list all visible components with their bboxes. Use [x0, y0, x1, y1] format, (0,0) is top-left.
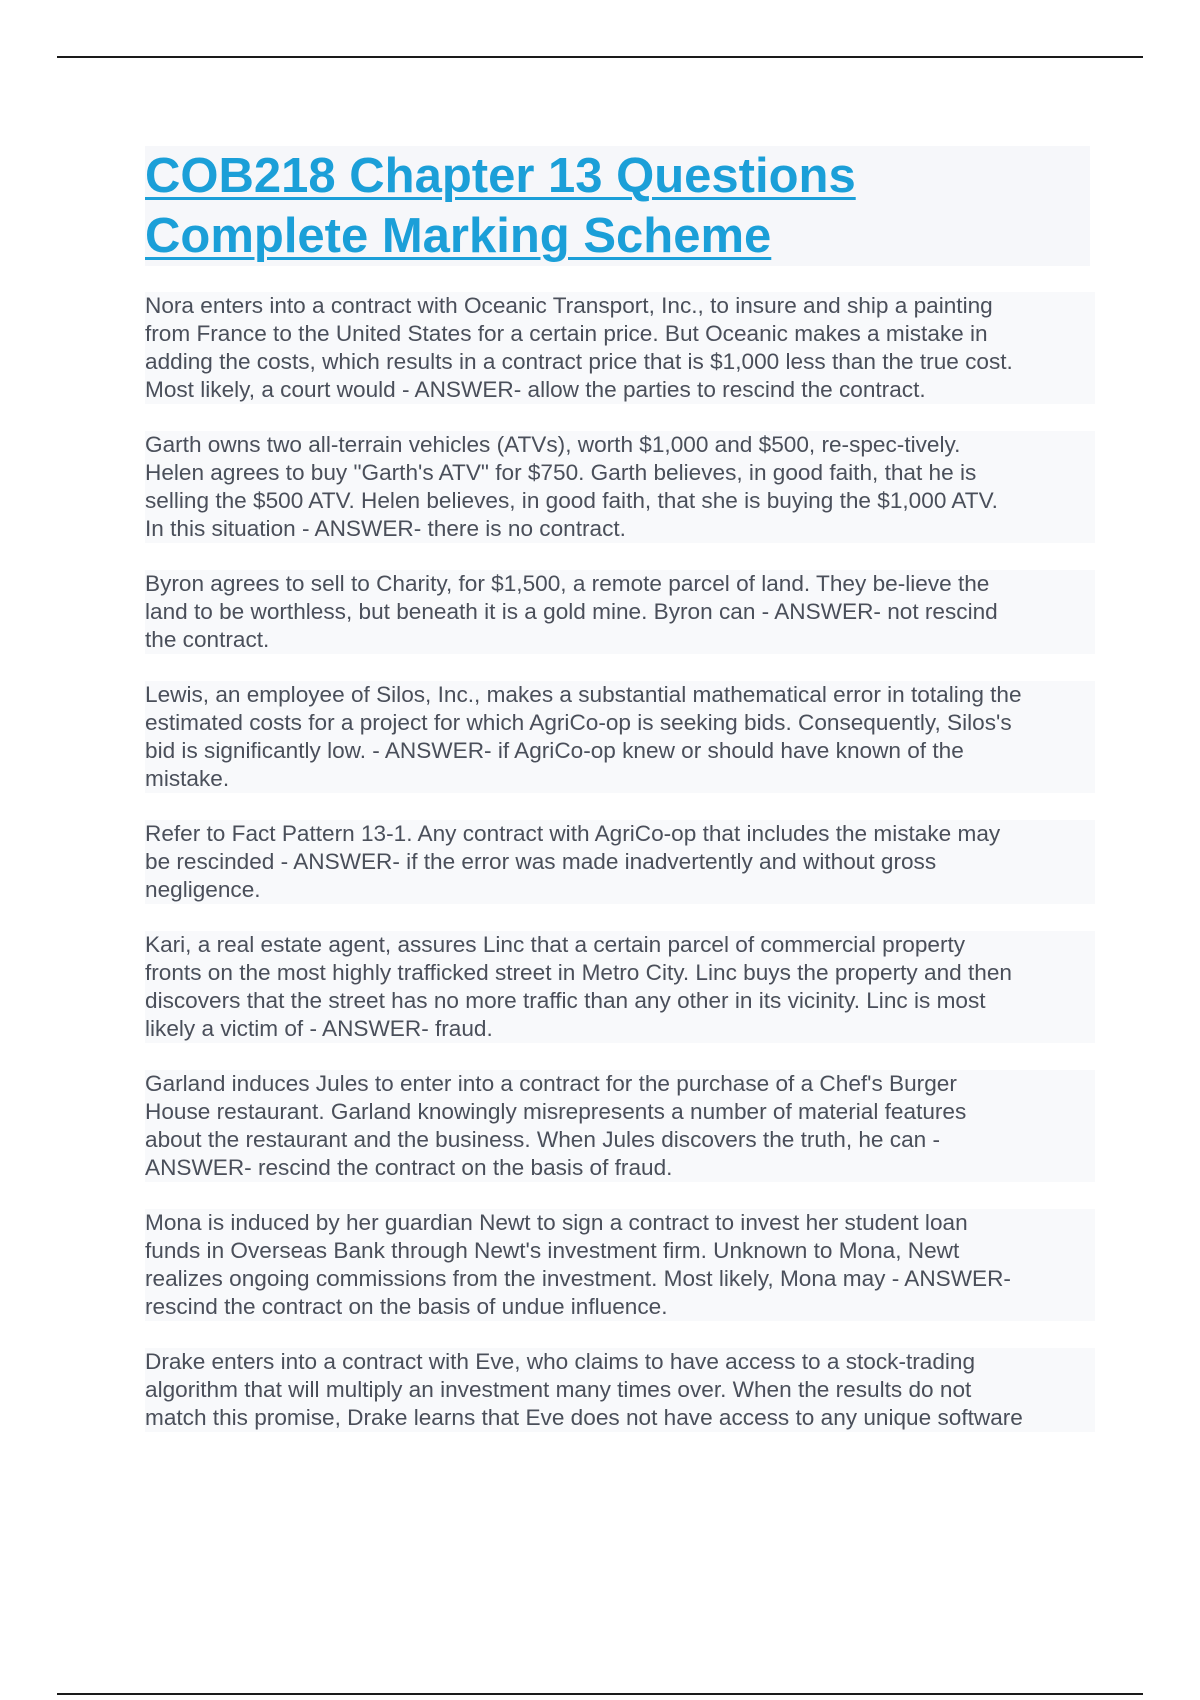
- question-line: realizes ongoing commissions from the investment. Most likely, Mona may - ANSWER-: [145, 1265, 1095, 1293]
- question-line: discovers that the street has no more traffic than any other in its vicinity. Linc is most: [145, 987, 1095, 1015]
- question-line: Byron agrees to sell to Charity, for $1,500, a remote parcel of land. They be-lieve the: [145, 570, 1095, 598]
- question-item: [145, 1209, 1095, 1321]
- question-line: the contract.: [145, 626, 1095, 654]
- question-list: [145, 292, 1095, 1459]
- question-line: funds in Overseas Bank through Newt's investment firm. Unknown to Mona, Newt: [145, 1237, 1095, 1265]
- title-block: [145, 146, 1090, 266]
- question-line: Lewis, an employee of Silos, Inc., makes a substantial mathematical error in totaling the: [145, 681, 1095, 709]
- question-line: bid is significantly low. - ANSWER- if AgriCo-op knew or should have known of the: [145, 737, 1095, 765]
- question-line: In this situation - ANSWER- there is no contract.: [145, 515, 1095, 543]
- question-item: [145, 570, 1095, 654]
- question-line: Kari, a real estate agent, assures Linc that a certain parcel of commercial property: [145, 931, 1095, 959]
- question-line: Most likely, a court would - ANSWER- allow the parties to rescind the contract.: [145, 376, 1095, 404]
- question-line: match this promise, Drake learns that Eve does not have access to any unique software: [145, 1404, 1095, 1432]
- question-line: be rescinded - ANSWER- if the error was made inadvertently and without gross: [145, 848, 1095, 876]
- question-line: Garth owns two all-terrain vehicles (ATVs), worth $1,000 and $500, re-spec-tively.: [145, 431, 1095, 459]
- question-item: [145, 820, 1095, 904]
- question-line: Refer to Fact Pattern 13-1. Any contract with AgriCo-op that includes the mistake may: [145, 820, 1095, 848]
- title-line[interactable]: Complete Marking Scheme: [145, 209, 772, 263]
- question-line: Mona is induced by her guardian Newt to sign a contract to invest her student loan: [145, 1209, 1095, 1237]
- question-line: rescind the contract on the basis of undue influence.: [145, 1293, 1095, 1321]
- question-line: algorithm that will multiply an investment many times over. When the results do not: [145, 1376, 1095, 1404]
- question-item: [145, 1070, 1095, 1182]
- question-line: Nora enters into a contract with Oceanic Transport, Inc., to insure and ship a painting: [145, 292, 1095, 320]
- question-line: adding the costs, which results in a contract price that is $1,000 less than the true cost.: [145, 348, 1095, 376]
- question-line: fronts on the most highly trafficked street in Metro City. Linc buys the property and then: [145, 959, 1095, 987]
- question-line: likely a victim of - ANSWER- fraud.: [145, 1015, 1095, 1043]
- question-line: from France to the United States for a certain price. But Oceanic makes a mistake in: [145, 320, 1095, 348]
- question-item: [145, 292, 1095, 404]
- question-item: [145, 431, 1095, 543]
- question-line: land to be worthless, but beneath it is a gold mine. Byron can - ANSWER- not rescind: [145, 598, 1095, 626]
- title-line[interactable]: COB218 Chapter 13 Questions: [145, 149, 856, 203]
- question-line: about the restaurant and the business. When Jules discovers the truth, he can -: [145, 1126, 1095, 1154]
- question-item: [145, 1348, 1095, 1432]
- question-line: Garland induces Jules to enter into a contract for the purchase of a Chef's Burger: [145, 1070, 1095, 1098]
- question-line: Helen agrees to buy "Garth's ATV" for $750. Garth believes, in good faith, that he is: [145, 459, 1095, 487]
- question-line: selling the $500 ATV. Helen believes, in good faith, that she is buying the $1,000 ATV.: [145, 487, 1095, 515]
- question-line: mistake.: [145, 765, 1095, 793]
- question-item: [145, 681, 1095, 793]
- question-line: House restaurant. Garland knowingly misrepresents a number of material features: [145, 1098, 1095, 1126]
- question-line: negligence.: [145, 876, 1095, 904]
- question-item: [145, 931, 1095, 1043]
- question-line: estimated costs for a project for which AgriCo-op is seeking bids. Consequently, Silos's: [145, 709, 1095, 737]
- bottom-rule: [57, 1693, 1143, 1695]
- question-line: Drake enters into a contract with Eve, who claims to have access to a stock-trading: [145, 1348, 1095, 1376]
- top-rule: [57, 56, 1143, 58]
- question-line: ANSWER- rescind the contract on the basis of fraud.: [145, 1154, 1095, 1182]
- document-title[interactable]: [145, 146, 1090, 266]
